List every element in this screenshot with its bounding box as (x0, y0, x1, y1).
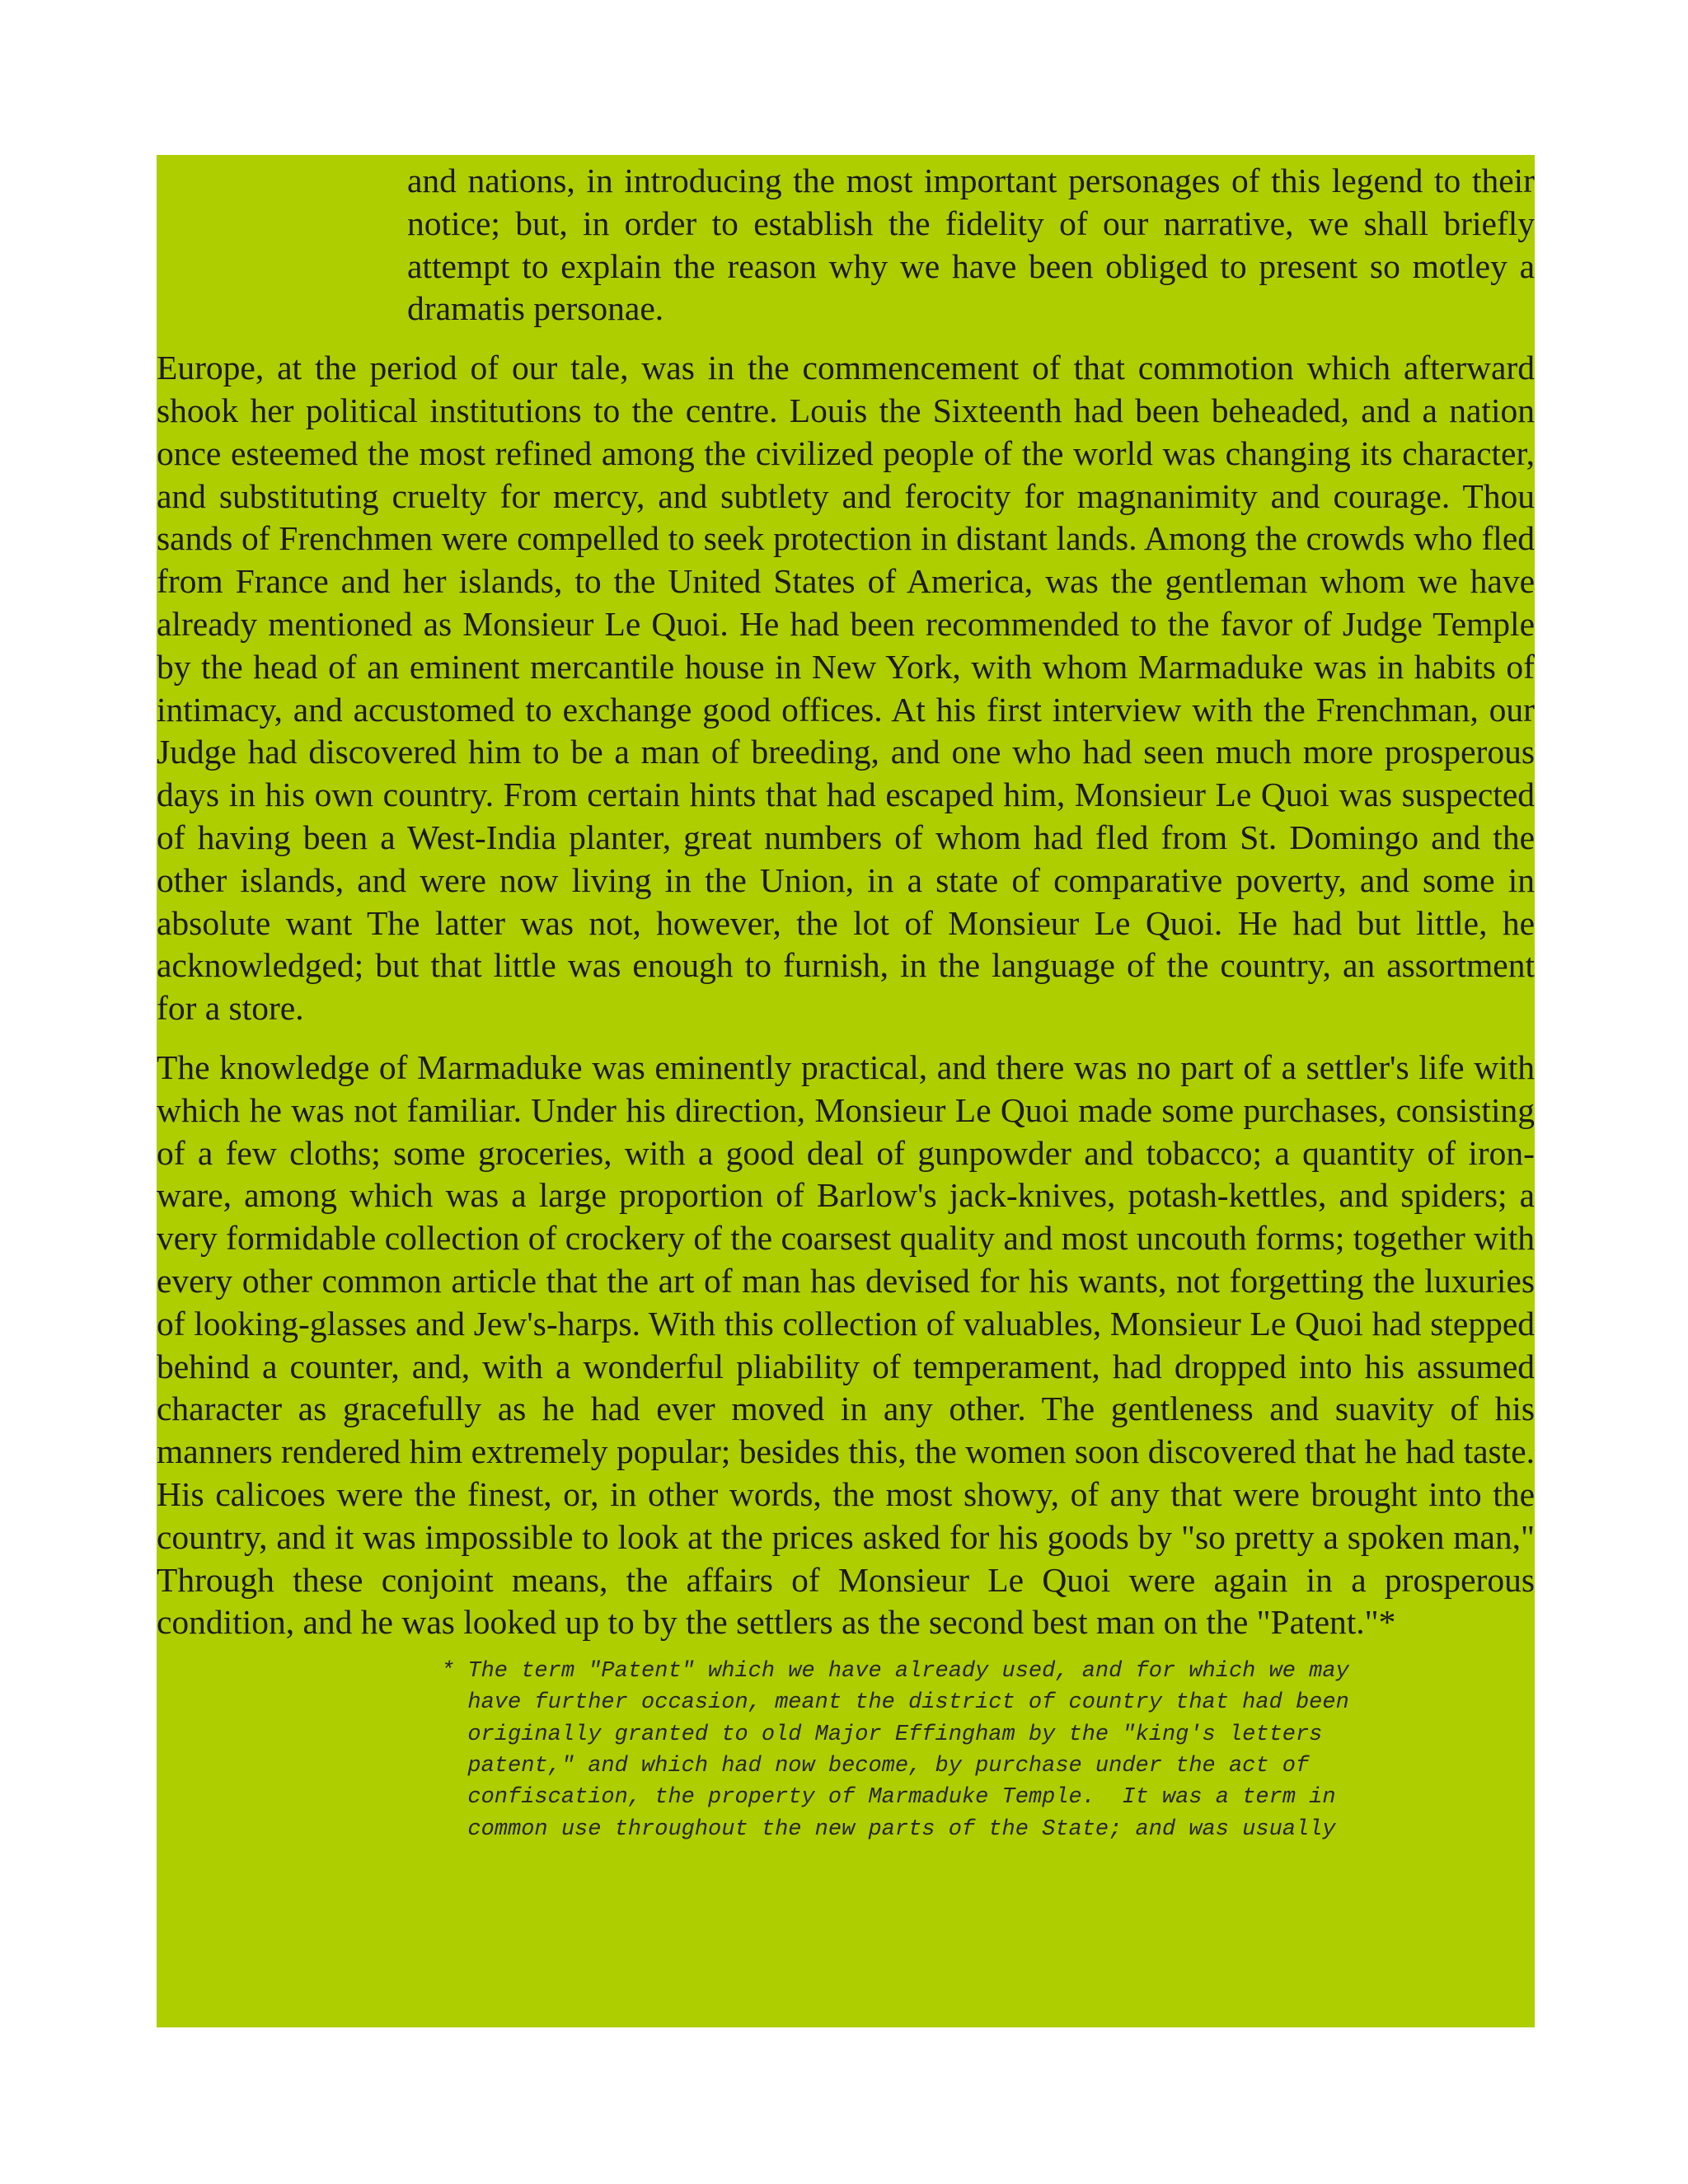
paragraph-continuation: and nations, in introducing the most important personages of this legend to their notice; but, in order to establish the fidelity of our narrative, we shall briefly attempt to explain the reason why we have been obliged to present so motley a dramatis personae. (407, 162, 1535, 328)
text-block (157, 155, 1535, 2027)
paragraph-marmaduke: The knowledge of Marmaduke was eminently practical, and there was no part of a settler's life with which he was not familiar. Under his direction, Monsieur Le Quoi made some purchases, consisting of a few cloths; some groceries, with a good deal of gunpowder and tobacco; a quantity of iron-ware, among which was a large proportion of Barlow's jack-knives, potash-kettles, and spiders; a very formidable collection of crockery of the coarsest quality and most uncouth forms; together with every other common article that the art of man has devised for his wants, not forgetting the luxuries of looking-glasses and Jew's-harps. With this collection of valuables, Monsieur Le Quoi had stepped behind a counter, and, with a wonderful pliability of temperament, had dropped into his assumed character as gracefully as he had ever moved in any other. The gentleness and suavity of his manners rendered him extremely popular; besides this, the women soon discovered that he had taste. His calicoes were the finest, or, in other words, the most showy, of any that were brought into the country, and it was impossible to look at the prices asked for his goods by "so pretty a spoken man," Through these conjoint means, the affairs of Monsieur Le Quoi were again in a prosperous condition, and he was looked up to by the settlers as the second best man on the "Patent."* (157, 1047, 1535, 1642)
paragraph-europe: Europe, at the period of our tale, was in the commencement of that commotion which afterward shook her political institutions to the centre. Louis the Sixteenth had been beheaded, and a nation once esteemed the most refined among the civilized people of the world was changing its character, and substituting cruelty for mercy, and subtlety and ferocity for magnanimity and courage. Thou sands of Frenchmen were compelled to seek protection in distant lands. Among the crowds who fled from France and her islands, to the United States of America, was the gentleman whom we have already mentioned as Monsieur Le Quoi. He had been recommended to the favor of Judge Temple by the head of an eminent mercantile house in New York, with whom Marmaduke was in habits of intimacy, and accustomed to exchange good offices. At his first interview with the Frenchman, our Judge had discovered him to be a man of breeding, and one who had seen much more prosperous days in his own country. From certain hints that had escaped him, Monsieur Le Quoi was suspected of having been a West-India planter, great numbers of whom had fled from St. Domingo and the other islands, and were now living in the Union, in a state of comparative poverty, and some in absolute want The latter was not, however, the lot of Monsieur Le Quoi. He had but little, he acknowledged; but that little was enough to furnish, in the language of the country, an assortment for a store. (157, 349, 1535, 1028)
footnote: * The term "Patent" which we have already used, and for which we may have further occasion, meant the district of country that had been originally granted to old Major Effingham by the "king's letters patent," and which had now become, by purchase under the act of confiscation, the property of Marmaduke Temple. It was a term in common use throughout the new parts of the State; and was usually (441, 1659, 1349, 1842)
